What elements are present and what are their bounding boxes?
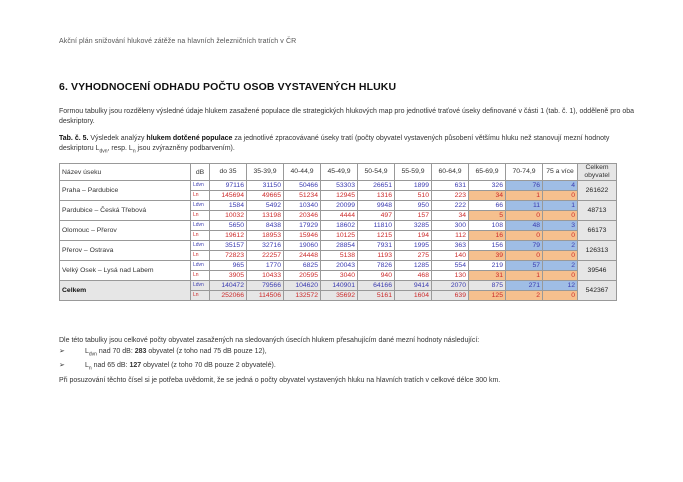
value-cell: 271 bbox=[506, 281, 543, 291]
bullet-ln bbox=[59, 361, 276, 373]
header-bin: 35-39,9 bbox=[247, 164, 284, 181]
section-name: Přerov – Ostrava bbox=[60, 241, 191, 261]
table-row bbox=[60, 241, 617, 251]
value-cell: 219 bbox=[469, 261, 506, 271]
value-cell: 18602 bbox=[321, 221, 358, 231]
value-cell: 5 bbox=[469, 211, 506, 221]
unit-ln: Ln bbox=[191, 211, 210, 221]
value-cell: 3040 bbox=[321, 271, 358, 281]
value-cell: 32716 bbox=[247, 241, 284, 251]
value-cell: 940 bbox=[358, 271, 395, 281]
caption-text: Výsledek analýzy bbox=[88, 135, 147, 142]
table-row bbox=[60, 181, 617, 191]
value-cell: 0 bbox=[506, 251, 543, 261]
value-cell: 132572 bbox=[284, 291, 321, 301]
value-cell: 300 bbox=[432, 221, 469, 231]
header-total: Celkem obyvatel bbox=[578, 164, 617, 181]
value-cell: 10340 bbox=[284, 201, 321, 211]
bullet-text: L bbox=[85, 348, 89, 355]
value-cell: 15946 bbox=[284, 231, 321, 241]
table-row bbox=[60, 221, 617, 231]
value-cell: 31 bbox=[469, 271, 506, 281]
value-cell: 39 bbox=[469, 251, 506, 261]
header-unit: dB bbox=[191, 164, 210, 181]
summary-lead: Dle této tabulky jsou celkové počty obyvatel zasažených na sledovaných úsecích hlukem přesahujícím dané mezní hodnoty následující: bbox=[59, 337, 480, 344]
value-cell: 22257 bbox=[247, 251, 284, 261]
value-cell: 140 bbox=[432, 251, 469, 261]
value-cell: 5138 bbox=[321, 251, 358, 261]
value-cell: 631 bbox=[432, 181, 469, 191]
value-cell: 950 bbox=[395, 201, 432, 211]
header-bin: 60-64,9 bbox=[432, 164, 469, 181]
value-cell: 4444 bbox=[321, 211, 358, 221]
value-cell: 17929 bbox=[284, 221, 321, 231]
unit-ln: Ln bbox=[191, 271, 210, 281]
value-cell: 48 bbox=[506, 221, 543, 231]
value-cell: 0 bbox=[506, 231, 543, 241]
unit-ln: Ln bbox=[191, 251, 210, 261]
value-cell: 51234 bbox=[284, 191, 321, 201]
value-cell: 1899 bbox=[395, 181, 432, 191]
section-name: Olomouc – Přerov bbox=[60, 221, 191, 241]
table-row bbox=[60, 201, 617, 211]
header-bin: 45-49,9 bbox=[321, 164, 358, 181]
value-cell: 157 bbox=[395, 211, 432, 221]
value-cell: 1285 bbox=[395, 261, 432, 271]
value-cell: 363 bbox=[432, 241, 469, 251]
value-cell: 1316 bbox=[358, 191, 395, 201]
value-cell: 8438 bbox=[247, 221, 284, 231]
bullet-count: 127 bbox=[129, 362, 142, 369]
value-cell: 50466 bbox=[284, 181, 321, 191]
section-total: 261622 bbox=[578, 181, 617, 201]
noise-table bbox=[59, 163, 617, 301]
running-header: Akční plán snižování hlukové zátěže na hlavních železničních tratích v ČR bbox=[59, 38, 297, 45]
caption-text: za jednotlivé zpracovávané úseky tratí (počty obyvatel vystavených působení většímu hluku než stanovují mezní hodnoty deskriptoru L bbox=[59, 135, 610, 152]
value-cell: 20595 bbox=[284, 271, 321, 281]
unit-ldvn: Ldvn bbox=[191, 241, 210, 251]
bullet-count: 283 bbox=[134, 348, 147, 355]
value-cell: 1193 bbox=[358, 251, 395, 261]
arrow-bullet-icon: ➢ bbox=[59, 348, 65, 355]
value-cell: 34 bbox=[432, 211, 469, 221]
table-row bbox=[60, 281, 617, 291]
header-row bbox=[60, 164, 617, 181]
value-cell: 6825 bbox=[284, 261, 321, 271]
value-cell: 252066 bbox=[210, 291, 247, 301]
value-cell: 497 bbox=[358, 211, 395, 221]
value-cell: 0 bbox=[543, 271, 578, 281]
intro-paragraph: Formou tabulky jsou rozděleny výsledné údaje hlukem zasažené populace dle strategických hlukových map pro jednotlivé traťové úseky definované v části 1 (tab. č. 1), odděleně pro oba deskriptory. bbox=[59, 108, 635, 125]
bullet-text: obyvatel (z toho nad 75 dB pouze 12), bbox=[146, 348, 267, 355]
header-bin: 55-59,9 bbox=[395, 164, 432, 181]
unit-ln: Ln bbox=[191, 231, 210, 241]
value-cell: 72823 bbox=[210, 251, 247, 261]
unit-ldvn: Ldvn bbox=[191, 221, 210, 231]
unit-ln: Ln bbox=[191, 291, 210, 301]
value-cell: 1770 bbox=[247, 261, 284, 271]
value-cell: 79 bbox=[506, 241, 543, 251]
section-name: Velký Osek – Lysá nad Labem bbox=[60, 261, 191, 281]
section-name: Celkem bbox=[60, 281, 191, 301]
value-cell: 66 bbox=[469, 201, 506, 211]
value-cell: 53303 bbox=[321, 181, 358, 191]
value-cell: 0 bbox=[543, 251, 578, 261]
value-cell: 12945 bbox=[321, 191, 358, 201]
value-cell: 97116 bbox=[210, 181, 247, 191]
caption-sub: n bbox=[132, 147, 136, 154]
bullet-text: obyvatel (z toho 70 dB pouze 2 obyvatelé). bbox=[141, 362, 276, 369]
value-cell: 3905 bbox=[210, 271, 247, 281]
caption-bold: hlukem dotčené populace bbox=[146, 135, 233, 142]
value-cell: 0 bbox=[543, 231, 578, 241]
value-cell: 554 bbox=[432, 261, 469, 271]
value-cell: 19612 bbox=[210, 231, 247, 241]
value-cell: 10125 bbox=[321, 231, 358, 241]
value-cell: 0 bbox=[543, 191, 578, 201]
value-cell: 5492 bbox=[247, 201, 284, 211]
value-cell: 875 bbox=[469, 281, 506, 291]
value-cell: 140901 bbox=[321, 281, 358, 291]
unit-ldvn: Ldvn bbox=[191, 281, 210, 291]
value-cell: 7931 bbox=[358, 241, 395, 251]
value-cell: 20099 bbox=[321, 201, 358, 211]
value-cell: 639 bbox=[432, 291, 469, 301]
value-cell: 20346 bbox=[284, 211, 321, 221]
value-cell: 1 bbox=[543, 201, 578, 211]
unit-ln: Ln bbox=[191, 191, 210, 201]
unit-ldvn: Ldvn bbox=[191, 201, 210, 211]
value-cell: 112 bbox=[432, 231, 469, 241]
value-cell: 0 bbox=[543, 291, 578, 301]
section-name: Pardubice – Česká Třebová bbox=[60, 201, 191, 221]
value-cell: 125 bbox=[469, 291, 506, 301]
section-total: 542367 bbox=[578, 281, 617, 301]
value-cell: 10433 bbox=[247, 271, 284, 281]
closing-paragraph: Při posuzování těchto čísel si je potřeba uvědomit, že se jedná o počty obyvatel vystavených hluku na hlavních tratích v celkové délce 300 km. bbox=[59, 377, 501, 384]
value-cell: 64166 bbox=[358, 281, 395, 291]
value-cell: 2 bbox=[543, 241, 578, 251]
unit-ldvn: Ldvn bbox=[191, 261, 210, 271]
bullet-text: nad 65 dB: bbox=[91, 362, 130, 369]
value-cell: 34 bbox=[469, 191, 506, 201]
header-bin: 50-54,9 bbox=[358, 164, 395, 181]
section-total: 48713 bbox=[578, 201, 617, 221]
value-cell: 9948 bbox=[358, 201, 395, 211]
table-row bbox=[60, 261, 617, 271]
value-cell: 223 bbox=[432, 191, 469, 201]
value-cell: 24448 bbox=[284, 251, 321, 261]
value-cell: 130 bbox=[432, 271, 469, 281]
value-cell: 3285 bbox=[395, 221, 432, 231]
value-cell: 3 bbox=[543, 221, 578, 231]
caption-sub: dvn bbox=[99, 147, 108, 154]
arrow-bullet-icon: ➢ bbox=[59, 362, 65, 369]
value-cell: 145694 bbox=[210, 191, 247, 201]
value-cell: 0 bbox=[543, 211, 578, 221]
value-cell: 18953 bbox=[247, 231, 284, 241]
section-total: 39546 bbox=[578, 261, 617, 281]
header-bin: 40-44,9 bbox=[284, 164, 321, 181]
value-cell: 965 bbox=[210, 261, 247, 271]
section-total: 66173 bbox=[578, 221, 617, 241]
value-cell: 140472 bbox=[210, 281, 247, 291]
value-cell: 510 bbox=[395, 191, 432, 201]
value-cell: 11810 bbox=[358, 221, 395, 231]
value-cell: 5161 bbox=[358, 291, 395, 301]
value-cell: 222 bbox=[432, 201, 469, 211]
value-cell: 326 bbox=[469, 181, 506, 191]
header-bin: 75 a více bbox=[543, 164, 578, 181]
header-bin: do 35 bbox=[210, 164, 247, 181]
value-cell: 2 bbox=[506, 291, 543, 301]
value-cell: 0 bbox=[506, 211, 543, 221]
value-cell: 10032 bbox=[210, 211, 247, 221]
value-cell: 1 bbox=[506, 191, 543, 201]
value-cell: 35692 bbox=[321, 291, 358, 301]
value-cell: 20043 bbox=[321, 261, 358, 271]
value-cell: 7826 bbox=[358, 261, 395, 271]
value-cell: 31150 bbox=[247, 181, 284, 191]
value-cell: 104620 bbox=[284, 281, 321, 291]
header-bin: 65-69,9 bbox=[469, 164, 506, 181]
value-cell: 1215 bbox=[358, 231, 395, 241]
bullet-sub: n bbox=[88, 365, 92, 372]
value-cell: 114506 bbox=[247, 291, 284, 301]
bullet-text: nad 70 dB: bbox=[96, 348, 135, 355]
value-cell: 275 bbox=[395, 251, 432, 261]
header-name: Název úseku bbox=[60, 164, 191, 181]
value-cell: 1995 bbox=[395, 241, 432, 251]
section-total: 126313 bbox=[578, 241, 617, 261]
value-cell: 35157 bbox=[210, 241, 247, 251]
value-cell: 1 bbox=[506, 271, 543, 281]
value-cell: 468 bbox=[395, 271, 432, 281]
value-cell: 57 bbox=[506, 261, 543, 271]
value-cell: 4 bbox=[543, 181, 578, 191]
value-cell: 28854 bbox=[321, 241, 358, 251]
table-caption bbox=[59, 134, 639, 156]
value-cell: 79566 bbox=[247, 281, 284, 291]
value-cell: 108 bbox=[469, 221, 506, 231]
value-cell: 26651 bbox=[358, 181, 395, 191]
caption-text: , resp. L bbox=[107, 144, 133, 152]
bullet-sub: dvn bbox=[88, 351, 97, 358]
header-bin: 70-74,9 bbox=[506, 164, 543, 181]
section-title: 6. VYHODNOCENÍ ODHADU POČTU OSOB VYSTAVENÝCH HLUKU bbox=[59, 81, 397, 93]
value-cell: 16 bbox=[469, 231, 506, 241]
value-cell: 194 bbox=[395, 231, 432, 241]
section-name: Praha – Pardubice bbox=[60, 181, 191, 201]
value-cell: 76 bbox=[506, 181, 543, 191]
bullet-ldvn bbox=[59, 347, 267, 359]
unit-ldvn: Ldvn bbox=[191, 181, 210, 191]
caption-text: jsou zvýrazněny podbarvením). bbox=[135, 144, 235, 152]
value-cell: 49665 bbox=[247, 191, 284, 201]
value-cell: 1584 bbox=[210, 201, 247, 211]
value-cell: 19060 bbox=[284, 241, 321, 251]
value-cell: 11 bbox=[506, 201, 543, 211]
value-cell: 9414 bbox=[395, 281, 432, 291]
value-cell: 5650 bbox=[210, 221, 247, 231]
caption-label: Tab. č. 5. bbox=[59, 135, 89, 142]
value-cell: 2 bbox=[543, 261, 578, 271]
value-cell: 156 bbox=[469, 241, 506, 251]
value-cell: 1604 bbox=[395, 291, 432, 301]
value-cell: 2070 bbox=[432, 281, 469, 291]
bullet-text: L bbox=[85, 362, 89, 369]
value-cell: 13198 bbox=[247, 211, 284, 221]
value-cell: 12 bbox=[543, 281, 578, 291]
